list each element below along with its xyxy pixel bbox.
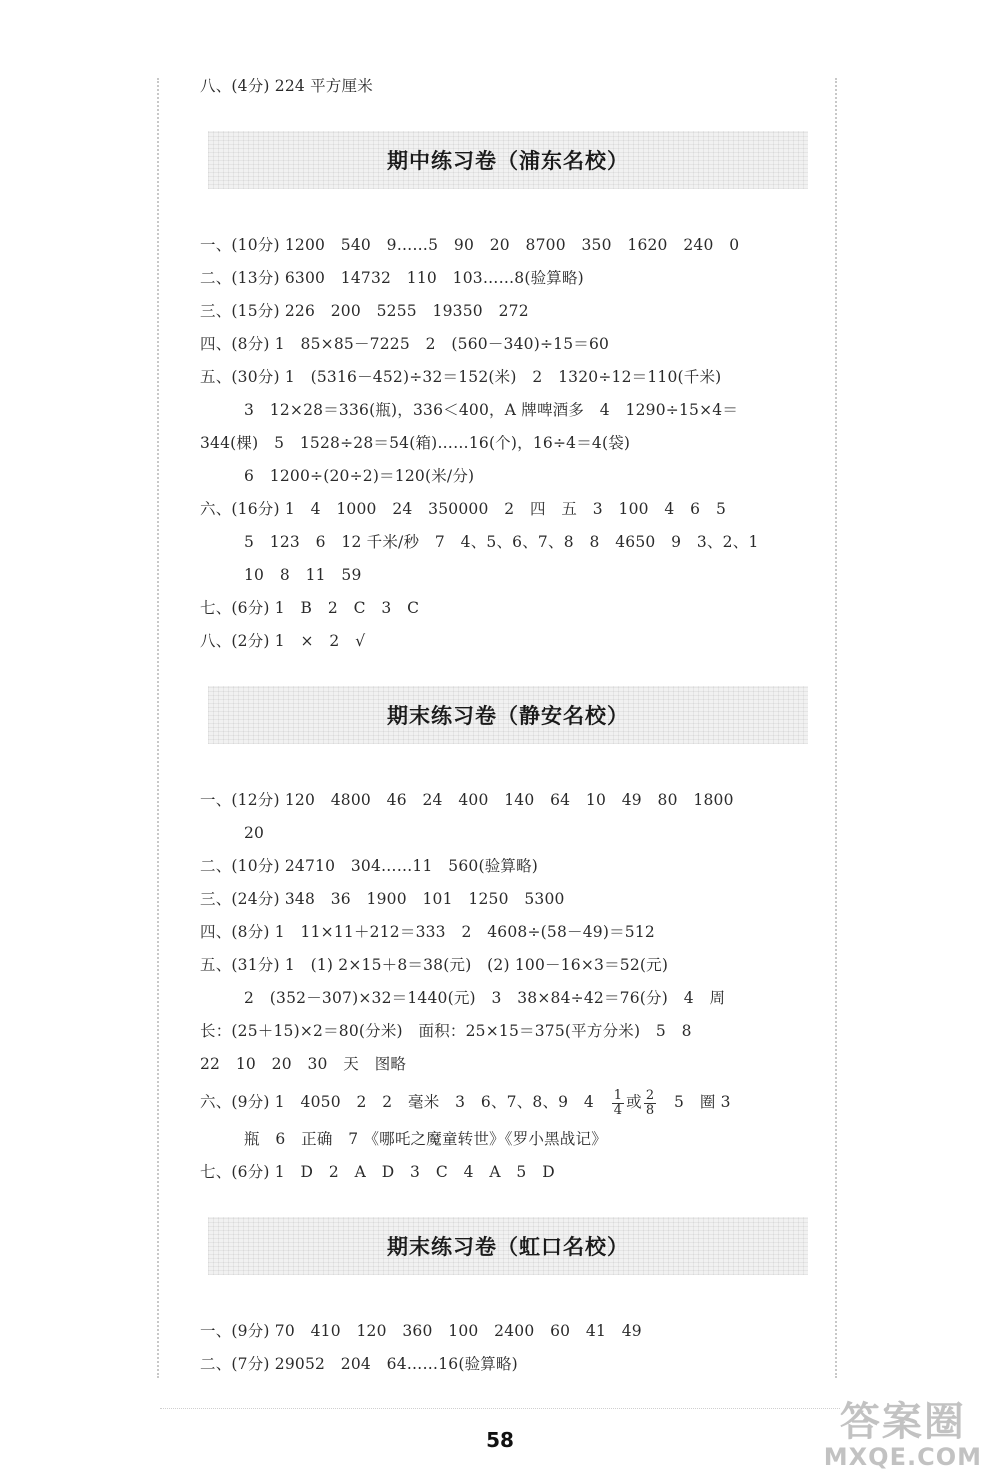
answer-line: 四、(8分) 1 85×85－7225 2 (560－340)÷15＝60 [200,335,610,353]
answer-line: 长：(25＋15)×2＝80(分米) 面积：25×15＝375(平方分米) 5 8 [200,1022,692,1040]
fraction-numerator: 2 [645,1087,655,1103]
fraction-two-eighths [644,1089,656,1118]
right-margin-rule [835,78,837,1378]
fraction-numerator: 1 [613,1087,623,1103]
answer-line: 七、(6分) 1 B 2 C 3 C [200,599,420,617]
answer-line: 二、(7分) 29052 204 64……16(验算略) [200,1355,518,1373]
answer-line: 三、(15分) 226 200 5255 19350 272 [200,302,529,320]
answer-line: 二、(10分) 24710 304……11 560(验算略) [200,857,539,875]
section-body-3 [200,1315,800,1381]
watermark-title: 答案圈 [839,1399,966,1445]
answer-line: 344(棵) 5 1528÷28＝54(箱)……16(个)，16÷4＝4(袋) [200,434,631,452]
answer-line: 一、(9分) 70 410 120 360 100 2400 60 41 49 [200,1322,642,1340]
answer-line: 四、(8分) 1 11×11＋212＝333 2 4608÷(58－49)＝512 [200,923,655,941]
answer-line: 22 10 20 30 天 图略 [200,1055,407,1073]
answer-line: 2 (352－307)×32＝1440(元) 3 38×84÷42＝76(分) 4 周 [244,989,726,1007]
answer-line: 一、(10分) 1200 540 9……5 90 20 8700 350 1620 240 0 [200,236,740,254]
fraction-denominator: 8 [645,1102,655,1118]
watermark-url: MXQE.COM [823,1443,982,1471]
answer-line: 七、(6分) 1 D 2 A D 3 C 4 A 5 D [200,1163,555,1181]
answer-line: 6 1200÷(20÷2)＝120(米/分) [244,467,475,485]
answer-line: 五、(31分) 1 (1) 2×15＋8＝38(元) (2) 100－16×3＝52(元) [200,956,669,974]
answer-line-with-fractions [200,1081,800,1123]
section-heading-1: 期中练习卷（浦东名校） [208,131,808,189]
section-body-1 [200,229,800,658]
answer-line: 三、(24分) 348 36 1900 101 1250 5300 [200,890,565,908]
answer-text: 或 [626,1093,642,1111]
section-heading-2: 期末练习卷（静安名校） [208,686,808,744]
answer-line: 瓶 6 正确 7 《哪吒之魔童转世》《罗小黑战记》 [244,1130,607,1148]
answer-text: 六、(9分) 1 4050 2 2 毫米 3 6、7、8、9 4 [200,1093,610,1111]
answer-line: 20 [244,824,265,842]
answer-line: 二、(13分) 6300 14732 110 103……8(验算略) [200,269,584,287]
answer-line: 一、(12分) 120 4800 46 24 400 140 64 10 49 80 1800 [200,791,734,809]
answer-line: 五、(30分) 1 (5316－452)÷32＝152(米) 2 1320÷12＝110(千米) [200,368,722,386]
section-body-2 [200,784,800,1189]
watermark-logo [824,1390,982,1471]
answer-content [200,70,800,1381]
answer-text: 5 圈 3 [658,1093,731,1111]
answer-line: 八、(2分) 1 × 2 √ [200,632,366,650]
answer-line: 5 123 6 12 千米/秒 7 4、5、6、7、8 8 4650 9 3、2、1 [244,533,759,551]
section-heading-3: 期末练习卷（虹口名校） [208,1217,808,1275]
page-number: 58 [486,1428,514,1452]
fraction-denominator: 4 [613,1102,623,1118]
answer-line: 10 8 11 59 [244,566,362,584]
left-margin-rule [157,78,159,1378]
answer-line: 八、(4分) 224 平方厘米 [200,77,373,95]
answer-line: 六、(16分) 1 4 1000 24 350000 2 四 五 3 100 4 6 5 [200,500,727,518]
footer-rule [160,1408,840,1409]
answer-line: 3 12×28＝336(瓶)，336＜400，A 牌啤酒多 4 1290÷15×4＝ [244,401,739,419]
fraction-one-quarter [612,1089,624,1118]
